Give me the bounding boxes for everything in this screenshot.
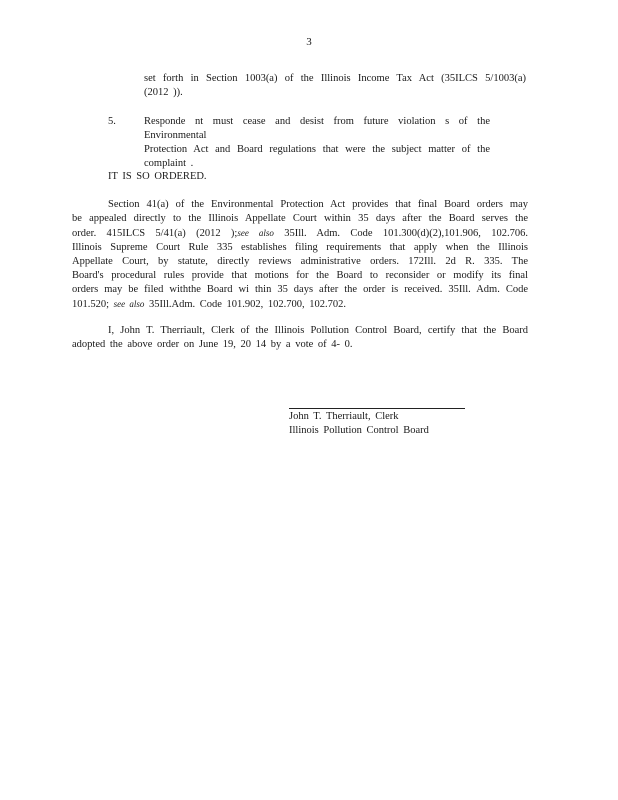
signature-line: [289, 408, 465, 409]
appeal-line-7: orders may be filed withthe Board wi thin 35 days after the order is received. 35Ill. Adm. Code: [72, 284, 528, 295]
page-number: 3: [306, 36, 312, 48]
appeal-paragraph: [72, 198, 528, 312]
appeal-line-5: Appellate Court, by statute, directly reviews administrative orders. 172Ill. 2d R. 335. The: [72, 256, 528, 267]
appeal-line-6: Board's procedural rules provide that motions for the Board to reconsider or modify its final: [72, 270, 528, 281]
certification-line-2: adopted the above order on June 19, 20 14 by a vote of 4- 0.: [72, 339, 353, 350]
appeal-line-8-a: 101.520;: [72, 299, 114, 310]
signature-name: John T. Therriault, Clerk: [289, 411, 399, 422]
item5-line-1: Responde nt must cease and desist from future violation s of the Environmental: [144, 116, 490, 141]
appeal-line-3-b: 35Ill. Adm. Code 101.300(d)(2),101.906, 102.706.: [273, 228, 529, 239]
appeal-line-8-see-also: see also: [113, 299, 145, 309]
so-ordered: IT IS SO ORDERED.: [108, 171, 207, 182]
item5-text: [144, 115, 490, 171]
appeal-line-4: Illinois Supreme Court Rule 335 establishes filing requirements that apply when the Illinois: [72, 242, 528, 253]
item4-continuation: [144, 72, 526, 100]
item5-number: 5.: [108, 116, 116, 127]
appeal-line-8: [72, 297, 528, 312]
signature-title: Illinois Pollution Control Board: [289, 425, 429, 436]
appeal-line-3-a: order. 415ILCS 5/41(a) (2012 );: [72, 228, 238, 239]
item5-line-2: Protection Act and Board regulations that were the subject matter of the: [144, 144, 490, 155]
appeal-line-3: [72, 226, 528, 241]
appeal-line-8-b: 35Ill.Adm. Code 101.902, 102.700, 102.702.: [144, 299, 347, 310]
item4-line-1: set forth in Section 1003(a) of the Illinois Income Tax Act (35ILCS 5/1003(a): [144, 73, 526, 84]
appeal-line-2: be appealed directly to the Illinois Appellate Court within 35 days after the Board serves the: [72, 213, 528, 224]
item4-line-2: (2012 )).: [144, 87, 183, 98]
certification-line-1: I, John T. Therriault, Clerk of the Illinois Pollution Control Board, certify that the Board: [108, 325, 528, 336]
certification-paragraph: [72, 324, 528, 352]
appeal-line-3-see-also: see also: [237, 228, 274, 238]
appeal-line-1: Section 41(a) of the Environmental Protection Act provides that final Board orders may: [108, 199, 528, 210]
item5-line-3: complaint .: [144, 158, 194, 169]
